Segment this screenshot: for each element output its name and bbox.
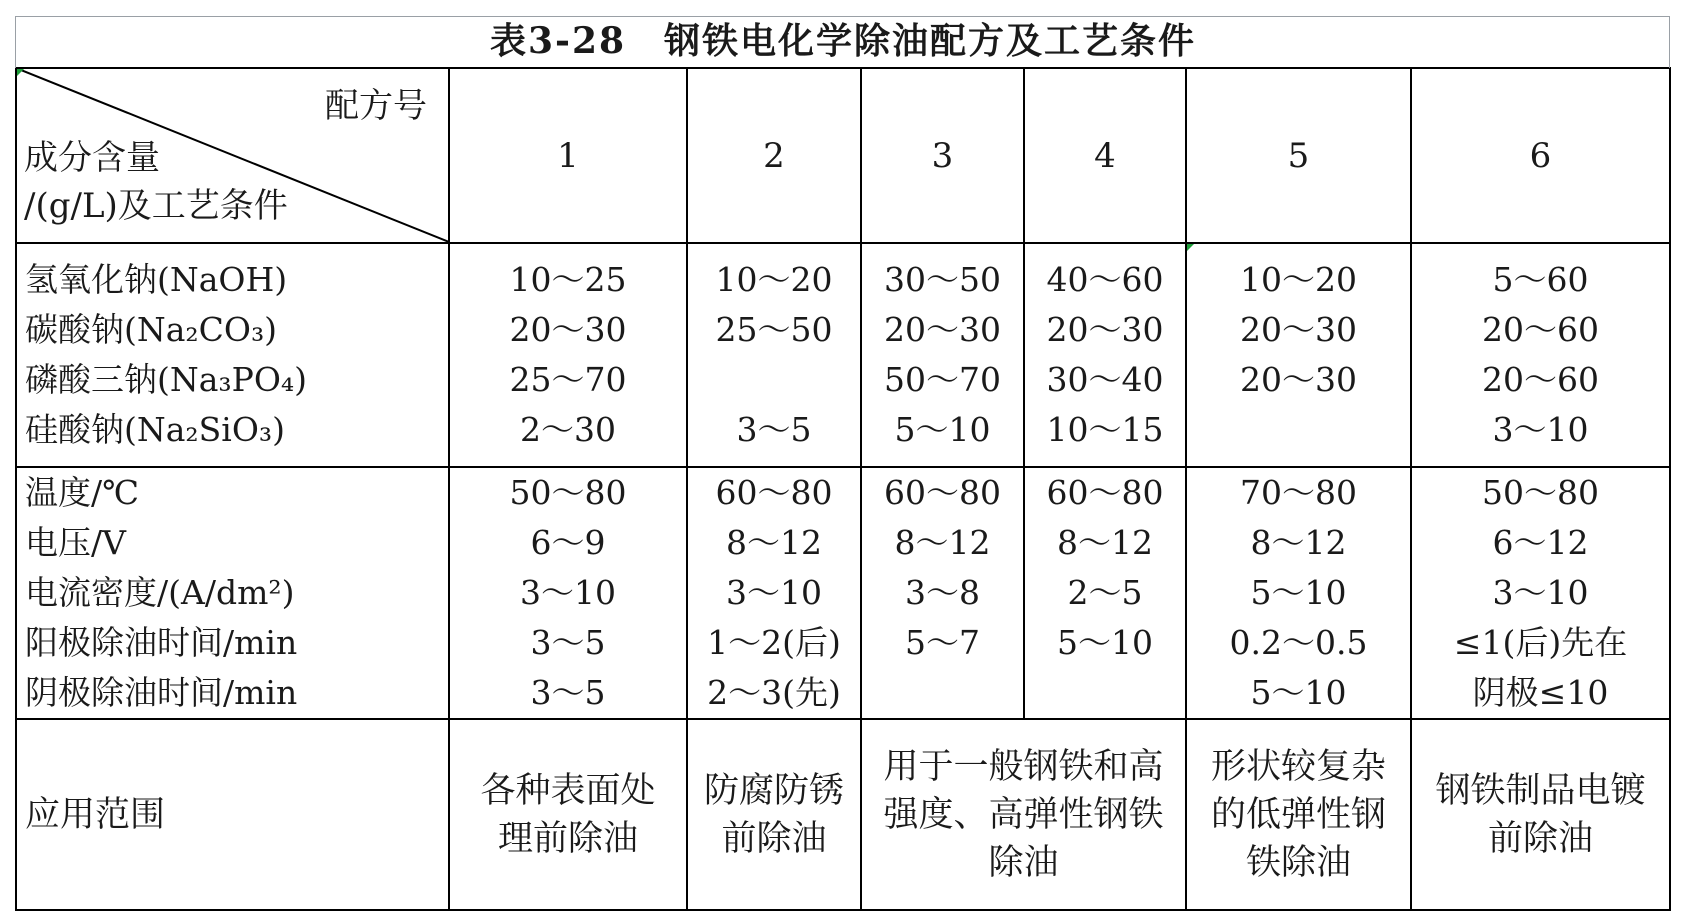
formula-header-2: 2 [763, 135, 785, 176]
formula-header-3: 3 [931, 135, 954, 176]
table-title: 表3-28 钢铁电化学除油配方及工艺条件 [489, 20, 1197, 62]
value-cell: 5～10 [1057, 623, 1153, 662]
value-cell: 20～60 [1482, 360, 1599, 399]
application-formula-5: 形状较复杂 的低弹性钢 铁除油 [1210, 746, 1386, 883]
value-cell: 2～3(先) [707, 673, 841, 712]
value-cell: 20～30 [1046, 310, 1164, 349]
value-cell: 6～12 [1492, 523, 1589, 562]
value-cell: 0.2～0.5 [1229, 623, 1368, 662]
value-cell: 20～30 [1240, 310, 1357, 349]
value-cell: 30～40 [1046, 360, 1164, 399]
value-cell: 3～10 [1492, 573, 1589, 612]
value-cell: 50～80 [509, 473, 627, 512]
outer-top-left-edge [15, 16, 16, 68]
composition-col-2 [688, 244, 860, 466]
value-cell: 60～80 [1046, 473, 1164, 512]
value-cell: 20～30 [509, 310, 627, 349]
composition-col-1 [450, 244, 686, 466]
value-cell: 3～10 [520, 573, 616, 612]
value-cell: 3～5 [736, 410, 812, 449]
value-cell: 50～80 [1482, 473, 1599, 512]
composition-col-3 [862, 244, 1023, 466]
application-formula-6: 钢铁制品电镀 前除油 [1435, 770, 1646, 859]
value-cell: ≤1(后)先在 [1453, 623, 1628, 662]
value-cell: 10～15 [1046, 410, 1164, 449]
label-na2sio3: 硅酸钠(Na₂SiO₃) [25, 410, 285, 449]
value-cell: 5～10 [1250, 673, 1347, 712]
value-cell: 5～10 [894, 410, 991, 449]
value-cell: 8～12 [1057, 523, 1153, 562]
value-cell: 30～50 [884, 260, 1001, 299]
value-cell: 8～12 [894, 523, 991, 562]
value-cell: 8～12 [1250, 523, 1347, 562]
label-voltage: 电压/V [25, 523, 126, 562]
outer-top-right-edge [1669, 16, 1670, 68]
corner-content-label: 成分含量 [24, 138, 160, 178]
value-cell: 50～70 [884, 360, 1001, 399]
top-border [16, 16, 1670, 17]
label-na2co3: 碳酸钠(Na₂CO₃) [25, 310, 278, 349]
value-cell: 3～10 [1492, 410, 1589, 449]
value-cell: 20～30 [1240, 360, 1357, 399]
process-col-1 [450, 468, 686, 718]
value-cell: 3～10 [726, 573, 822, 612]
process-col-2 [688, 468, 860, 718]
value-cell: 3～5 [530, 623, 606, 662]
label-na3po4: 磷酸三钠(Na₃PO₄) [25, 360, 308, 399]
label-naoh: 氢氧化钠(NaOH) [25, 260, 288, 299]
value-cell: 2～5 [1067, 573, 1143, 612]
label-anodic-time: 阳极除油时间/min [25, 623, 298, 662]
process-col-5 [1187, 468, 1410, 718]
right-border [1669, 67, 1671, 911]
value-cell: 1～2(后) [707, 623, 841, 662]
corner-unit-label: /(g/L)及工艺条件 [24, 186, 288, 226]
application-label: 应用范围 [25, 794, 166, 835]
composition-col-4 [1025, 244, 1185, 466]
label-cathodic-time: 阴极除油时间/min [25, 673, 298, 712]
corner-formula-label: 配方号 [325, 86, 427, 126]
value-cell: 3～8 [905, 573, 980, 612]
value-cell: 10～20 [715, 260, 833, 299]
value-cell: 20～60 [1482, 310, 1599, 349]
process-col-3 [862, 468, 1023, 718]
value-cell: 5～60 [1492, 260, 1589, 299]
value-cell: 8～12 [726, 523, 822, 562]
value-cell: 10～25 [509, 260, 627, 299]
value-cell: 40～60 [1046, 260, 1164, 299]
composition-col-6 [1412, 244, 1669, 466]
table-bottom-line [16, 909, 1670, 911]
value-cell: 2～30 [520, 410, 616, 449]
value-cell: 25～50 [715, 310, 833, 349]
corner-marker [17, 69, 24, 76]
label-temperature: 温度/℃ [25, 473, 140, 512]
application-formula-1: 各种表面处 理前除油 [480, 770, 656, 859]
composition-col-5 [1187, 244, 1410, 466]
formula-header-1: 1 [557, 135, 579, 176]
value-cell: 3～5 [530, 673, 606, 712]
value-cell: 60～80 [715, 473, 833, 512]
formula-header-5: 5 [1287, 135, 1310, 176]
value-cell: 60～80 [884, 473, 1001, 512]
value-cell: 25～70 [509, 360, 627, 399]
value-cell: 阴极≤10 [1472, 673, 1609, 712]
application-formula-3-4: 用于一般钢铁和高 强度、高弹性钢铁 除油 [883, 746, 1164, 883]
process-col-4 [1025, 468, 1185, 718]
value-cell: 6～9 [530, 523, 606, 562]
value-cell: 70～80 [1240, 473, 1357, 512]
process-labels [17, 468, 448, 718]
composition-labels [17, 244, 448, 466]
value-cell: 5～7 [905, 623, 980, 662]
application-formula-2: 防腐防锈 前除油 [703, 770, 844, 859]
label-current-density: 电流密度/(A/dm²) [25, 573, 295, 612]
value-cell: 10～20 [1240, 260, 1357, 299]
formula-header-4: 4 [1094, 135, 1116, 176]
process-col-6 [1412, 468, 1669, 718]
formula-header-6: 6 [1529, 135, 1552, 176]
value-cell: 5～10 [1250, 573, 1347, 612]
value-cell: 20～30 [884, 310, 1001, 349]
